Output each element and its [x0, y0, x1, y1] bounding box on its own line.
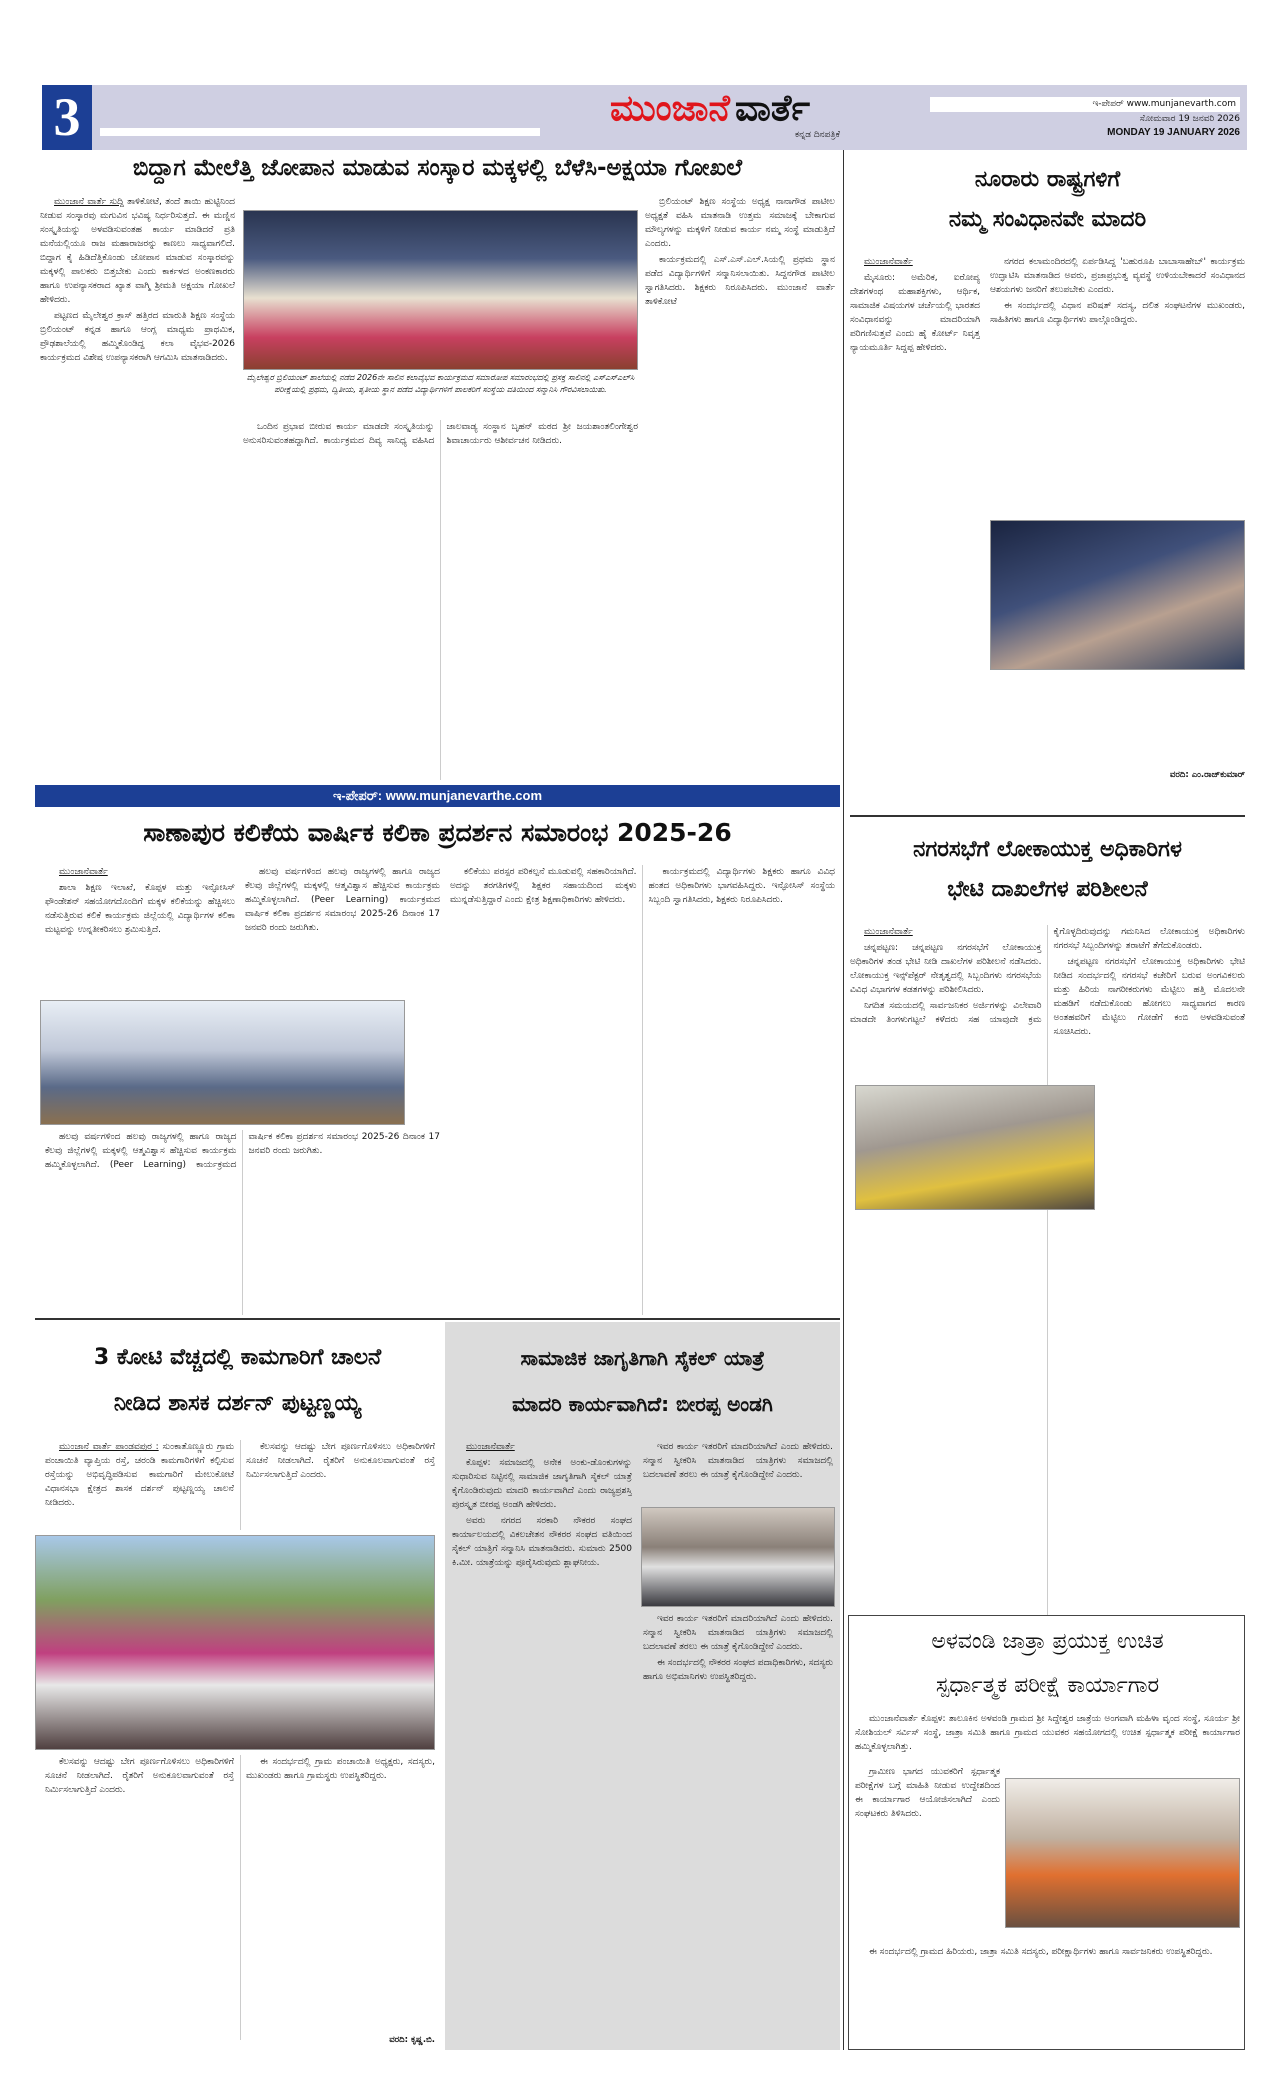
paragraph: ತಾಳಿಕೋಟೆ, ತಂದೆ ತಾಯಿ ಹುಟ್ಟಿನಿಂದ ನೀಡುವ ಸಂಸ್ಕಾರವು ಮಗುವಿನ ಭವಿಷ್ಯ ನಿರ್ಧರಿಸುತ್ತದೆ. ಈ ಮಣ್ಣಿನ ಸಂಸ್ಕೃತಿಯನ್ನು ಅಳವಡಿಸುವಂತಹ ಕಾರ್ಯ ಮಾಡಿದರೆ ಪ್ರತಿ ಮನೆಯಲ್ಲಿಯೂ ರಾಜ ಮಹಾರಾಜರನ್ನು ಕಾಣಲು ಸಾಧ್ಯವಾಗಲಿದೆ. ಬಿದ್ದಾಗ ಕೈ ಹಿಡಿದೆತ್ತಿಕೊಂಡು ಜೋಪಾನ ಮಾಡುವ ಸಂಸ್ಕಾರವನ್ನು ಮಕ್ಕಳಲ್ಲಿ ಪಾಲಕರು ಬಿತ್ತಬೇಕು ಎಂದು ಕಾರ್ಕಳದ ಅಂಕಣಕಾರರು ಹಾಗೂ ಉಪನ್ಯಾಸಕರಾದ ಖ್ಯಾತ ವಾಗ್ಮಿ ಶ್ರೀಮತಿ ಅಕ್ಷಯಾ ಗೋಖಲೆ ಹೇಳಿದರು.	[40, 197, 235, 305]
headline-lokayukta	[850, 830, 1245, 910]
paragraph: ನಗರದ ಕಲಾಮಂದಿರದಲ್ಲಿ ಏರ್ಪಡಿಸಿದ್ದ 'ಬಹುರೂಪಿ ಬಾಬಾಸಾಹೇಬ್' ಕಾರ್ಯಕ್ರಮ ಉದ್ಘಾಟಿಸಿ ಮಾತನಾಡಿದ ಅವರು, ಪ್ರಜಾಪ್ರಭುತ್ವ ವ್ಯವಸ್ಥೆ ಉಳಿಯಬೇಕಾದರೆ ಸಂವಿಧಾನದ ಆಶಯಗಳು ಜನರಿಗೆ ತಲುಪಬೇಕು ಎಂದರು.	[990, 257, 1245, 295]
headline-alavandi	[850, 1620, 1245, 1708]
photo-alavandi-workshop	[1005, 1778, 1240, 1928]
story-cycle-col2	[643, 1612, 833, 2042]
paragraph: ಇವರ ಕಾರ್ಯ ಇತರರಿಗೆ ಮಾದರಿಯಾಗಿದೆ ಎಂದು ಹೇಳಿದರು. ಸನ್ಮಾನ ಸ್ವೀಕರಿಸಿ ಮಾತನಾಡಿದ ಯಾತ್ರಿಗಳು ಸಮಾಜದಲ್ಲಿ ಬದಲಾವಣೆ ತರಲು ಈ ಯಾತ್ರೆ ಕೈಗೊಂಡಿದ್ದೇನೆ ಎಂದರು.	[643, 1614, 833, 1652]
story-constitution-col2	[990, 255, 1245, 510]
paragraph: ಒಂದಿನ ಪ್ರಭಾವ ಬೀರುವ ಕಾರ್ಯ ಮಾಡದೇ ಸಂಸ್ಕೃತಿಯನ್ನು ಅನುಸರಿಸುವಂತಹದ್ದಾಗಿದೆ. ಕಾರ್ಯಕ್ರಮದ ದಿವ್ಯ ಸಾನಿಧ್ಯ ವಹಿಸಿದ ಜಾಲವಾಡ್ಯ ಸಂಸ್ಥಾನ ಬೃಹನ್ ಮಠದ ಶ್ರೀ ಜಯಶಾಂತಲಿಂಗೇಶ್ವರ ಶಿವಾಚಾರ್ಯರು ಆಶೀರ್ವಚನ ನೀಡಿದರು.	[243, 422, 638, 446]
date-kannada: ಸೋಮವಾರ 19 ಜನವರಿ 2026	[1139, 114, 1240, 124]
photo-caption: ಮೈಲೇಶ್ವರ ಬ್ರಿಲಿಯಂಟ್ ಶಾಲೆಯಲ್ಲಿ ನಡೆದ 2026ನೇ ಸಾಲಿನ ಕಲಾವೈಭವ ಕಾರ್ಯಕ್ರಮದ ಸಮಾರೋಪ ಸಮಾರಂಭದಲ್ಲಿ ಪ್ರಸಕ್ತ ಸಾಲಿನಲ್ಲಿ ಎಸ್‌ಎಸ್‌ಎಲ್‌ಸಿ ಪರೀಕ್ಷೆಯಲ್ಲಿ ಪ್ರಥಮ, ದ್ವಿತೀಯ, ತೃತೀಯ ಸ್ಥಾನ ಪಡೆದ ವಿದ್ಯಾರ್ಥಿಗಳಿಗೆ ಪಾಲಕರಿಗೆ ಸಂಸ್ಥೆಯ ವತಿಯಿಂದ ಸನ್ಮಾನಿಸಿ ಗೌರವಿಸಲಾಯಿತು.	[246, 373, 635, 394]
story-darshan-bottom	[45, 1755, 435, 2040]
paragraph: ಈ ಸಂದರ್ಭದಲ್ಲಿ ವಿಧಾನ ಪರಿಷತ್ ಸದಸ್ಯ, ದಲಿತ ಸಂಘಟನೆಗಳ ಮುಖಂಡರು, ಸಾಹಿತಿಗಳು ಹಾಗೂ ವಿದ್ಯಾರ್ಥಿಗಳು ಪಾಲ್ಗೊಂಡಿದ್ದರು.	[990, 301, 1245, 325]
paragraph: ಬ್ರಿಲಿಯಂಟ್ ಶಿಕ್ಷಣ ಸಂಸ್ಥೆಯ ಅಧ್ಯಕ್ಷ ನಾನಾಗೌಡ ಪಾಟೀಲ ಅಧ್ಯಕ್ಷತೆ ವಹಿಸಿ ಮಾತನಾಡಿ ಉತ್ತಮ ಸಮಾಜಕ್ಕೆ ಬೇಕಾಗುವ ಮೌಲ್ಯಗಳನ್ನು ಮಕ್ಕಳಿಗೆ ನೀಡುವ ಕಾರ್ಯ ನಮ್ಮ ಸಂಸ್ಥೆ ಮಾಡುತ್ತಿದೆ ಎಂದರು.	[645, 197, 835, 249]
paragraph: ಕೆಲಸವನ್ನು ಆದಷ್ಟು ಬೇಗ ಪೂರ್ಣಗೊಳಿಸಲು ಅಧಿಕಾರಿಗಳಿಗೆ ಸೂಚನೆ ನೀಡಲಾಗಿದೆ. ರೈತರಿಗೆ ಅನುಕೂಲವಾಗುವಂತೆ ರಸ್ತೆ ನಿರ್ಮಿಸಲಾಗುತ್ತಿದೆ ಎಂದರು.	[45, 1757, 234, 1795]
headline-darshan	[35, 1335, 440, 1427]
date-english: MONDAY 19 JANUARY 2026	[1107, 127, 1240, 138]
dateline: ಮುಂಜಾನೆವಾರ್ತೆ	[59, 867, 108, 877]
story-cycle-col2-top	[643, 1440, 833, 1505]
paragraph: ಸುಂಕಾತೊಣ್ಣೂರು ಗ್ರಾಮ ಪಂಚಾಯಿತಿ ವ್ಯಾಪ್ತಿಯ ರಸ್ತೆ, ಚರಂಡಿ ಕಾಮಗಾರಿಗಳಿಗೆ ಕಲ್ಪಿಸುವ ರಸ್ತೆಯನ್ನು ಅಭಿವೃದ್ಧಿಪಡಿಸುವ ಕಾಮಗಾರಿಗೆ ಮೇಲುಕೋಟೆ ವಿಧಾನಸಭಾ ಕ್ಷೇತ್ರದ ಶಾಸಕ ದರ್ಶನ್ ಪುಟ್ಟಣ್ಣಯ್ಯ ಚಾಲನೆ ನೀಡಿದರು.	[45, 1442, 234, 1508]
byline: ವರದಿ: ಎಂ.ರಾಜ್‌ಕುಮಾರ್	[1169, 770, 1245, 780]
story-kalike-lower	[45, 1130, 440, 1315]
paragraph: ಚನ್ನಪಟ್ಟಣ: ಚನ್ನಪಟ್ಟಣ ನಗರಸಭೆಗೆ ಲೋಕಾಯುಕ್ತ ಅಧಿಕಾರಿಗಳ ತಂಡ ಭೇಟಿ ನೀಡಿ ದಾಖಲೆಗಳ ಪರಿಶೀಲನೆ ನಡೆಸಿದರು. ಲೋಕಾಯುಕ್ತ ಇನ್ಸ್‌ಪೆಕ್ಟರ್ ನೇತೃತ್ವದಲ್ಲಿ ಸಿಬ್ಬಂದಿಗಳು ನಗರಸಭೆಯ ವಿವಿಧ ವಿಭಾಗಗಳ ಕಡತಗಳನ್ನು ಪರಿಶೀಲಿಸಿದರು.	[850, 943, 1042, 995]
headline-line: ಅಳವಂಡಿ ಜಾತ್ರಾ ಪ್ರಯುಕ್ತ ಉಚಿತ	[931, 1629, 1164, 1654]
headline-line: ಸ್ಪರ್ಧಾತ್ಮಕ ಪರೀಕ್ಷೆ ಕಾರ್ಯಾಗಾರ	[935, 1673, 1160, 1698]
headline-kalike: ಸಾಣಾಪುರ ಕಲಿಕೆಯ ವಾರ್ಷಿಕ ಕಲಿಕಾ ಪ್ರದರ್ಶನ ಸಮಾರಂಭ 2025-26	[143, 818, 732, 847]
paragraph: ಈ ಸಂದರ್ಭದಲ್ಲಿ ನೌಕರರ ಸಂಘದ ಪದಾಧಿಕಾರಿಗಳು, ಸದಸ್ಯರು ಹಾಗೂ ಅಭಿಮಾನಿಗಳು ಉಪಸ್ಥಿತರಿದ್ದರು.	[643, 1658, 833, 1682]
divider	[850, 815, 1245, 817]
dateline: ಮುಂಜಾನೆ ವಾರ್ತೆ ಸುದ್ದಿ	[54, 197, 124, 207]
paragraph: ಕಾರ್ಯಕ್ರಮದಲ್ಲಿ ವಿದ್ಯಾರ್ಥಿಗಳು ಶಿಕ್ಷಕರು ಹಾಗೂ ವಿವಿಧ ಹಂತದ ಅಧಿಕಾರಿಗಳು ಭಾಗವಹಿಸಿದ್ದರು. ಇನ್ಫೋಸಿಸ್ ಸಂಸ್ಥೆಯ ಸಿಬ್ಬಂದಿ ಸ್ವಾಗತಿಸಿದರು, ಶಿಕ್ಷಕರು ನಿರೂಪಿಸಿದರು.	[648, 867, 835, 905]
divider	[35, 1318, 840, 1320]
paragraph: ಕಲಿಕೆಯು ಪರಸ್ಪರ ಪರಿಕಲ್ಪನೆ ಮೂಡುವಲ್ಲಿ ಸಹಕಾರಿಯಾಗಿದೆ. ಅದನ್ನು ತರಗತಿಗಳಲ್ಲಿ ಶಿಕ್ಷಕರ ಸಹಾಯದಿಂದ ಮಕ್ಕಳು ಮುನ್ನಡೆಸುತ್ತಿದ್ದಾರೆ ಎಂದು ಕ್ಷೇತ್ರ ಶಿಕ್ಷಣಾಧಿಕಾರಿಗಳು ಹೇಳಿದರು.	[450, 867, 637, 905]
headline-line: 3 ಕೋಟಿ ವೆಚ್ಚದಲ್ಲಿ ಕಾಮಗಾರಿಗೆ ಚಾಲನೆ	[93, 1345, 382, 1370]
headline-line: ನೀಡಿದ ಶಾಸಕ ದರ್ಶನ್ ಪುಟ್ಟಣ್ಣಯ್ಯ	[113, 1391, 362, 1416]
headline-line: ಮಾದರಿ ಕಾರ್ಯವಾಗಿದೆ: ಬೀರಪ್ಪ ಅಂಡಗಿ	[512, 1392, 773, 1416]
paragraph: ಕೊಪ್ಪಳ: ಸಮಾಜದಲ್ಲಿ ಅನೇಕ ಅಂಕು-ಡೊಂಕುಗಳನ್ನು ಸುಧಾರಿಸುವ ನಿಟ್ಟಿನಲ್ಲಿ ಸಾಮಾಜಿಕ ಜಾಗೃತಿಗಾಗಿ ಸೈಕಲ್ ಯಾತ್ರೆ ಕೈಗೊಂಡಿರುವುದು ಮಾದರಿ ಕಾರ್ಯವಾಗಿದೆ ಎಂದು ರಾಜ್ಯಪ್ರಶಸ್ತಿ ಪುರಸ್ಕೃತ ಬೀರಪ್ಪ ಅಂಡಗಿ ಹೇಳಿದರು.	[452, 1458, 632, 1510]
story-constitution-col1	[850, 255, 980, 765]
photo-school-felicitation	[243, 210, 638, 370]
paragraph: ಹಲವು ವರ್ಷಗಳಿಂದ ಹಲವು ರಾಜ್ಯಗಳಲ್ಲಿ ಹಾಗೂ ರಾಜ್ಯದ ಕೆಲವು ಜಿಲ್ಲೆಗಳಲ್ಲಿ ಮಕ್ಕಳಲ್ಲಿ ಆತ್ಮವಿಶ್ವಾಸ ಹೆಚ್ಚಿಸುವ ಕಾರ್ಯಕ್ರಮ ಹಮ್ಮಿಕೊಳ್ಳಲಾಗಿದೆ. (Peer Learning) ಕಾರ್ಯಕ್ರಮದ ವಾರ್ಷಿಕ ಕಲಿಕಾ ಪ್ರದರ್ಶನ ಸಮಾರಂಭ 2025-26 ದಿನಾಂಕ 17 ಜನವರಿ ರಂದು ಜರುಗಿತು.	[45, 1132, 440, 1170]
story-darshan-top	[45, 1440, 435, 1530]
headline-line: ನಮ್ಮ ಸಂವಿಧಾನವೇ ಮಾದರಿ	[948, 207, 1147, 232]
paragraph: ಹಲವು ವರ್ಷಗಳಿಂದ ಹಲವು ರಾಜ್ಯಗಳಲ್ಲಿ ಹಾಗೂ ರಾಜ್ಯದ ಕೆಲವು ಜಿಲ್ಲೆಗಳಲ್ಲಿ ಮಕ್ಕಳಲ್ಲಿ ಆತ್ಮವಿಶ್ವಾಸ ಹೆಚ್ಚಿಸುವ ಕಾರ್ಯಕ್ರಮ ಹಮ್ಮಿಕೊಳ್ಳಲಾಗಿದೆ. (Peer Learning) ಕಾರ್ಯಕ್ರಮದ ವಾರ್ಷಿಕ ಕಲಿಕಾ ಪ್ರದರ್ಶನ ಸಮಾರಂಭ 2025-26 ದಿನಾಂಕ 17 ಜನವರಿ ರಂದು ಜರುಗಿತು.	[245, 867, 440, 933]
story-kalike-col2	[245, 865, 440, 995]
epaper-banner[interactable]: ಇ-ಪೇಪರ್: www.munjanevarthe.com	[35, 785, 840, 807]
dateline: ಮುಂಜಾನೆ ವಾರ್ತೆ ಪಾಂಡವಪುರ :	[59, 1442, 159, 1452]
story-cycle-col1	[452, 1440, 632, 2040]
paragraph: ಮೈಸೂರು: ಅಮೆರಿಕ, ಐರೋಪ್ಯ ದೇಶಗಳಂಥ ಮಹಾಶಕ್ತಿಗಳು, ಆರ್ಥಿಕ, ಸಾಮಾಜಿಕ ವಿಷಯಗಳ ಚರ್ಚೆಯಲ್ಲಿ ಭಾರತದ ಸಂವಿಧಾನವನ್ನು ಮಾದರಿಯಾಗಿ ಪರಿಗಣಿಸುತ್ತವೆ ಎಂದು ಹೈ ಕೋರ್ಟ್ ನಿವೃತ್ತ ನ್ಯಾಯಮೂರ್ತಿ ಸಿದ್ದಪ್ಪ ಹೇಳಿದರು.	[850, 273, 980, 353]
paragraph: ಪಟ್ಟಣದ ಮೈಲೇಶ್ವರ ಕ್ರಾಸ್ ಹತ್ತಿರದ ಮಾರುತಿ ಶಿಕ್ಷಣ ಸಂಸ್ಥೆಯ ಬ್ರಿಲಿಯಂಟ್ ಕನ್ನಡ ಹಾಗೂ ಆಂಗ್ಲ ಮಾಧ್ಯಮ ಪ್ರಾಥಮಿಕ, ಪ್ರೌಢಶಾಲೆಯಲ್ಲಿ ಹಮ್ಮಿಕೊಂಡಿದ್ದ ಕಲಾ ವೈಭವ-2026 ಕಾರ್ಯಕ್ರಮದ ವಿಶೇಷ ಉಪನ್ಯಾಸಕರಾಗಿ ಆಗಮಿಸಿ ಮಾತನಾಡಿದರು.	[40, 311, 235, 363]
headline-cycle	[445, 1335, 840, 1427]
story-gokhale-col2	[243, 420, 638, 780]
story-alavandi-top	[855, 1712, 1240, 1762]
headline-line: ನಗರಸಭೆಗೆ ಲೋಕಾಯುಕ್ತ ಅಧಿಕಾರಿಗಳ	[913, 837, 1182, 862]
paragraph: ಮುಂಜಾನೆವಾರ್ತೆ ಕೊಪ್ಪಳ: ತಾಲೂಕಿನ ಅಳವಂಡಿ ಗ್ರಾಮದ ಶ್ರೀ ಸಿದ್ದೇಶ್ವರ ಜಾತ್ರೆಯ ಅಂಗವಾಗಿ ಮಹಿಳಾ ವೃಂದ ಸಂಸ್ಥೆ, ಸೂರ್ಯ ಶ್ರೀ ಸೋಶಿಯಲ್ ಸರ್ವಿಸ್ ಸಂಸ್ಥೆ, ಜಾತ್ರಾ ಸಮಿತಿ ಹಾಗೂ ಗ್ರಾಮದ ಯುವಕರ ಸಹಯೋಗದಲ್ಲಿ ಉಚಿತ ಸ್ಪರ್ಧಾತ್ಮಕ ಪರೀಕ್ಷೆ ಕಾರ್ಯಾಗಾರ ಹಮ್ಮಿಕೊಳ್ಳಲಾಗಿತ್ತು.	[855, 1714, 1240, 1752]
divider	[100, 128, 540, 136]
paragraph: ಕಾರ್ಯಕ್ರಮದಲ್ಲಿ ಎಸ್.ಎಸ್.ಎಲ್.ಸಿಯಲ್ಲಿ ಪ್ರಥಮ ಸ್ಥಾನ ಪಡೆದ ವಿದ್ಯಾರ್ಥಿಗಳಿಗೆ ಸನ್ಮಾನಿಸಲಾಯಿತು. ಸಿದ್ದನಗೌಡ ಪಾಟೀಲ ಸ್ವಾಗತಿಸಿದರು. ಶಿಕ್ಷಕರು ನಿರೂಪಿಸಿದರು. ಮುಂಜಾನೆ ವಾರ್ತೆ ತಾಳಿಕೋಟೆ	[645, 255, 835, 307]
headline-line: ಭೇಟಿ ದಾಖಲೆಗಳ ಪರಿಶೀಲನೆ	[947, 877, 1148, 902]
masthead-title-black: ವಾರ್ತೆ	[735, 88, 811, 129]
headline-line: ನೂರಾರು ರಾಷ್ಟ್ರಗಳಿಗೆ	[974, 167, 1121, 192]
masthead-tagline: ಕನ್ನಡ ದಿನಪತ್ರಿಕೆ	[794, 130, 840, 140]
paragraph: ಇವರ ಕಾರ್ಯ ಇತರರಿಗೆ ಮಾದರಿಯಾಗಿದೆ ಎಂದು ಹೇಳಿದರು. ಸನ್ಮಾನ ಸ್ವೀಕರಿಸಿ ಮಾತನಾಡಿದ ಯಾತ್ರಿಗಳು ಸಮಾಜದಲ್ಲಿ ಬದಲಾವಣೆ ತರಲು ಈ ಯಾತ್ರೆ ಕೈಗೊಂಡಿದ್ದೇನೆ ಎಂದರು.	[643, 1442, 833, 1480]
paragraph: ಗ್ರಾಮೀಣ ಭಾಗದ ಯುವಕರಿಗೆ ಸ್ಪರ್ಧಾತ್ಮಕ ಪರೀಕ್ಷೆಗಳ ಬಗ್ಗೆ ಮಾಹಿತಿ ನೀಡುವ ಉದ್ದೇಶದಿಂದ ಈ ಕಾರ್ಯಾಗಾರ ಆಯೋಜಿಸಲಾಗಿದೆ ಎಂದು ಸಂಘಟಕರು ತಿಳಿಸಿದರು.	[855, 1767, 1000, 1819]
paragraph: ಅವರು ನಗರದ ಸರಕಾರಿ ನೌಕರರ ಸಂಘದ ಕಾರ್ಯಾಲಯದಲ್ಲಿ ವಿಕಲಚೇತನ ನೌಕರರ ಸಂಘದ ವತಿಯಿಂದ ಸೈಕಲ್ ಯಾತ್ರಿಗೆ ಸನ್ಮಾನಿಸಿ ಮಾತನಾಡಿದರು. ಸುಮಾರು 2500 ಕಿ.ಮೀ. ಯಾತ್ರೆಯನ್ನು ಪೂರೈಸಿರುವುದು ಶ್ಲಾಘನೀಯ.	[452, 1516, 632, 1568]
paragraph: ಶಾಲಾ ಶಿಕ್ಷಣ ಇಲಾಖೆ, ಕೊಪ್ಪಳ ಮತ್ತು ಇನ್ಫೋಸಿಸ್ ಫೌಂಡೇಶನ್ ಸಹಯೋಗದೊಂದಿಗೆ ಮಕ್ಕಳ ಕಲಿಕೆಯನ್ನು ಹೆಚ್ಚಿಸಲು ನಡೆಸುತ್ತಿರುವ ಕಲಿಕೆ ಕಾರ್ಯಕ್ರಮ ಜಿಲ್ಲೆಯಲ್ಲಿ ವಿದ್ಯಾರ್ಥಿಗಳ ಕಲಿಕಾ ಮಟ್ಟವನ್ನು ಉನ್ನತೀಕರಿಸಲು ಶ್ರಮಿಸುತ್ತಿದೆ.	[45, 883, 235, 935]
date-box	[930, 97, 1240, 138]
dateline: ಮುಂಜಾನೆವಾರ್ತೆ	[864, 257, 913, 267]
story-lokayukta	[850, 925, 1245, 1615]
paragraph: ಕೆಲಸವನ್ನು ಆದಷ್ಟು ಬೇಗ ಪೂರ್ಣಗೊಳಿಸಲು ಅಧಿಕಾರಿಗಳಿಗೆ ಸೂಚನೆ ನೀಡಲಾಗಿದೆ. ರೈತರಿಗೆ ಅನುಕೂಲವಾಗುವಂತೆ ರಸ್ತೆ ನಿರ್ಮಿಸಲಾಗುತ್ತಿದೆ ಎಂದರು.	[246, 1442, 435, 1480]
headline-constitution	[850, 160, 1245, 240]
story-alavandi-bottom	[855, 1945, 1240, 2045]
photo-darshan-inauguration	[35, 1535, 435, 1750]
paragraph: ಚನ್ನಪಟ್ಟಣ ನಗರಸಭೆಗೆ ಲೋಕಾಯುಕ್ತ ಅಧಿಕಾರಿಗಳು ಭೇಟಿ ನೀಡಿದ ಸಂದರ್ಭದಲ್ಲಿ ನಗರಸಭೆ ಕಚೇರಿಗೆ ಬರುವ ಅಂಗವಿಕಲರು ಮತ್ತು ಹಿರಿಯ ನಾಗರೀಕರುಗಳು ಮೆಟ್ಟಿಲು ಹತ್ತಿ ಮೊದಲನೇ ಮಹಡಿಗೆ ನಡೆದುಕೊಂಡು ಹೋಗಲು ಸಾಧ್ಯವಾಗದ ಕಾರಣ ಅಂತಹವರಿಗೆ ಮೆಟ್ಟಿಲು ಗೋಡೆಗೆ ಕಂಬಿ ಅಳವಡಿಸುವಂತೆ ಸೂಚಿಸಿದರು.	[1053, 957, 1245, 1037]
column-rule	[843, 150, 844, 2050]
headline-line: ಸಾಮಾಜಿಕ ಜಾಗೃತಿಗಾಗಿ ಸೈಕಲ್ ಯಾತ್ರೆ	[520, 1346, 765, 1370]
photo-lokayukta-visit	[855, 1085, 1095, 1210]
story-alavandi-col1	[855, 1765, 1000, 1940]
story-kalike-col1	[45, 865, 235, 995]
paragraph: ಈ ಸಂದರ್ಭದಲ್ಲಿ ಗ್ರಾಮ ಪಂಚಾಯಿತಿ ಅಧ್ಯಕ್ಷರು, ಸದಸ್ಯರು, ಮುಖಂಡರು ಹಾಗೂ ಗ್ರಾಮಸ್ಥರು ಉಪಸ್ಥಿತರಿದ್ದರು.	[246, 1757, 435, 1781]
photo-cycle-felicitation	[641, 1507, 835, 1607]
paragraph: ನಿಗದಿತ ಸಮಯದಲ್ಲಿ ಸಾರ್ವಜನಿಕರ ಅರ್ಜಿಗಳನ್ನು ವಿಲೇವಾರಿ ಮಾಡದೇ ತಿಂಗಳುಗಟ್ಟಲೆ ಕಳೆದರು ಸಹ ಯಾವುದೇ ಕ್ರಮ ಕೈಗೊಳ್ಳದಿರುವುದನ್ನು ಗಮನಿಸಿದ ಲೋಕಾಯುಕ್ತ ಅಧಿಕಾರಿಗಳು ನಗರಸಭೆ ಸಿಬ್ಬಂದಿಗಳನ್ನು ತರಾಟೆಗೆ ತೆಗೆದುಕೊಂಡರು.	[850, 927, 1245, 1025]
story-kalike-right	[450, 865, 835, 1315]
story-gokhale-col3	[645, 195, 835, 780]
photo-constitution-event	[990, 520, 1245, 670]
masthead-logo	[560, 88, 860, 140]
byline: ವರದಿ: ಕೃಷ್ಣ.ಬಿ.	[389, 2035, 435, 2045]
epaper-link[interactable]: ಇ-ಪೇಪರ್ www.munjanevarth.com	[930, 97, 1240, 112]
paragraph: ಈ ಸಂದರ್ಭದಲ್ಲಿ ಗ್ರಾಮದ ಹಿರಿಯರು, ಜಾತ್ರಾ ಸಮಿತಿ ಸದಸ್ಯರು, ಪರೀಕ್ಷಾರ್ಥಿಗಳು ಹಾಗೂ ಸಾರ್ವಜನಿಕರು ಉಪಸ್ಥಿತರಿದ್ದರು.	[869, 1947, 1213, 1957]
page-number: 3	[42, 85, 92, 150]
story-gokhale-col1	[40, 195, 235, 780]
headline-gokhale: ಬಿದ್ದಾಗ ಮೇಲೆತ್ತಿ ಜೋಪಾನ ಮಾಡುವ ಸಂಸ್ಕಾರ ಮಕ್ಕಳಲ್ಲಿ ಬೆಳೆಸಿ-ಅಕ್ಷಯಾ ಗೋಖಲೆ	[132, 155, 743, 181]
dateline: ಮುಂಜಾನೆವಾರ್ತೆ	[466, 1442, 515, 1452]
photo-kalike-event	[40, 1000, 405, 1125]
masthead-title-red: ಮುಂಜಾನೆ	[609, 88, 730, 129]
dateline: ಮುಂಜಾನೆವಾರ್ತೆ	[864, 927, 913, 937]
